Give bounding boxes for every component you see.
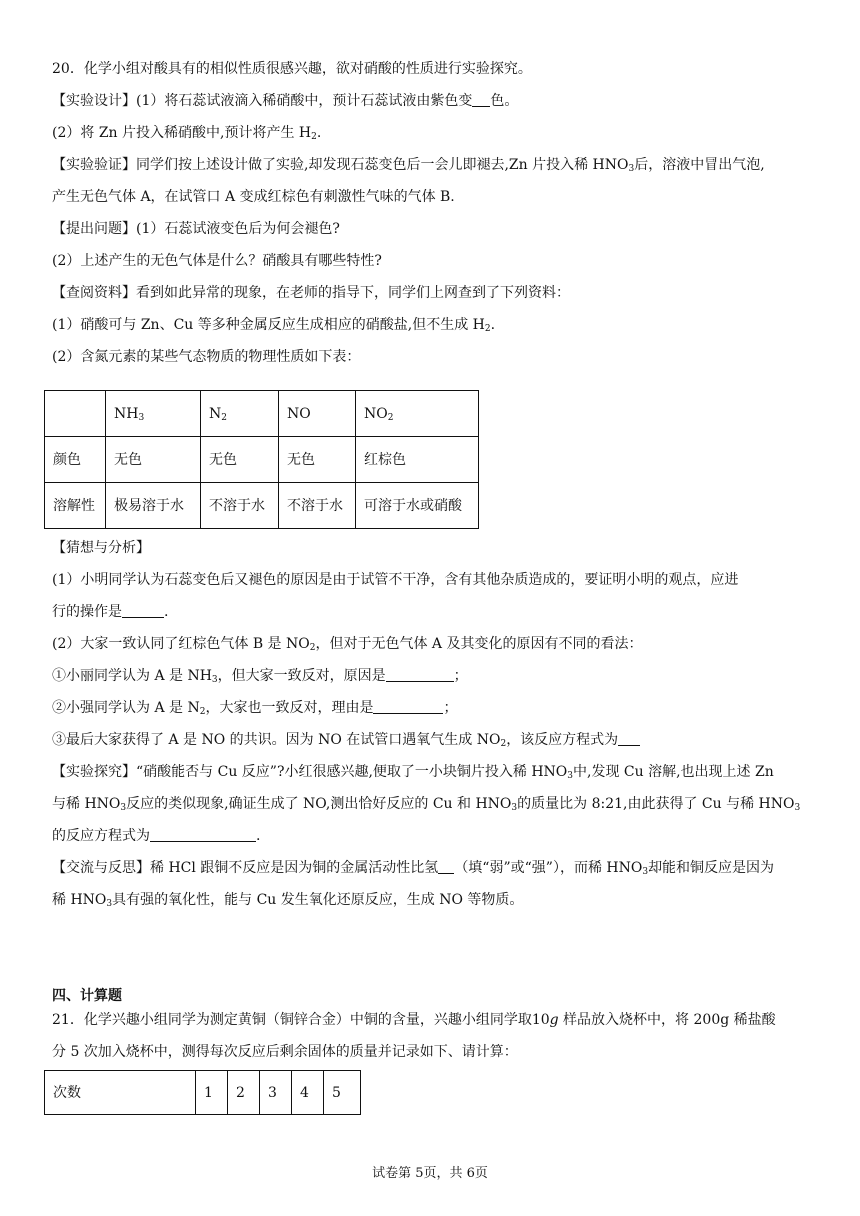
q20-explore-3: 的反应方程式为 .	[52, 828, 261, 844]
table-header-row	[45, 1071, 361, 1115]
table-cell: 3	[260, 1071, 292, 1115]
table-cell: $NO_2$	[356, 391, 479, 437]
q20-reflect-1: 【交流与反思】稀 HCl 跟铜不反应是因为铜的金属活动性比氢 （填“弱”或“强”），而稀 $HNO_3$却能和铜反应是因为	[52, 860, 775, 877]
q20-reflect-2: 稀 $HNO_3$具有强的氧化性，能与 Cu 发生氧化还原反应，生成 NO 等物质。	[52, 892, 524, 909]
q20-explore-1: 【实验探究】“硝酸能否与 Cu 反应”?小红很感兴趣,便取了一小块铜片投入稀 $HNO_3$中,发现 Cu 溶解,也出现上述 Zn	[52, 764, 774, 781]
answer-blank	[122, 603, 164, 618]
q20-design-1: 【实验设计】(1）将石蕊试液滴入稀硝酸中，预计石蕊试液由紫色变 色。	[52, 93, 519, 109]
q20-option-3: ③最后大家获得了 A 是 NO 的共识。因为 NO 在试管口遇氧气生成 $NO_2$，该反应方程式为	[52, 730, 818, 750]
answer-blank	[438, 859, 454, 874]
table-cell: $NH_3$	[106, 391, 201, 437]
table-header-row	[45, 391, 479, 437]
table-cell: 溶解性	[45, 483, 106, 529]
q21-line-1: 21．化学兴趣小组同学为测定黄铜（铜锌合金）中铜的含量，兴趣小组同学取10g 样品放入烧杯中，将 200g 稀盐酸	[52, 1012, 776, 1028]
table-cell: 不溶于水	[279, 483, 356, 529]
explore-tag: 【实验探究】	[52, 764, 136, 780]
table-cell: $N_2$	[201, 391, 279, 437]
table-row	[45, 483, 479, 529]
q20-data-intro: 【查阅资料】看到如此异常的现象，在老师的指导下，同学们上网查到了下列资料：	[52, 285, 570, 301]
q20-explore-2: 与稀 $HNO_3$反应的类似现象,确证生成了 NO,测出恰好反应的 Cu 和 $HNO_3$的质量比为 8:21,由此获得了 Cu 与稀 $HNO_3$	[52, 796, 801, 813]
answer-blank	[618, 731, 640, 746]
q20-intro: 20．化学小组对酸具有的相似性质很感兴趣，欲对硝酸的性质进行实验探究。	[52, 61, 532, 77]
table-cell: 无色	[279, 437, 356, 483]
table-cell: 极易溶于水	[106, 483, 201, 529]
table-cell: 颜色	[45, 437, 106, 483]
table-row	[45, 437, 479, 483]
q20-guess-2: (2）大家一致认同了红棕色气体 B 是 $NO_2$，但对于无色气体 A 及其变化的原因有不同的看法：	[52, 636, 643, 653]
design-tag: 【实验设计】	[52, 93, 136, 109]
trial-table	[44, 1070, 361, 1115]
table-cell: 无色	[201, 437, 279, 483]
verify-tag: 【实验验证】	[52, 157, 136, 173]
page-footer: 试卷第 5页，共 6页	[372, 1166, 488, 1181]
table-cell: NO	[279, 391, 356, 437]
q20-verify-2: 产生无色气体 A，在试管口 A 变成红棕色有刺激性气味的气体 B.	[52, 189, 455, 205]
gas-properties-table	[44, 390, 479, 529]
table-cell: 可溶于水或硝酸	[356, 483, 479, 529]
q20-question-2: (2）上述产生的无色气体是什么？硝酸具有哪些特性?	[52, 253, 382, 269]
table-cell	[45, 391, 106, 437]
q20-question-1: 【提出问题】(1）石蕊试液变色后为何会褪色?	[52, 221, 340, 237]
answer-blank	[472, 92, 490, 107]
q20-data-1: (1）硝酸可与 Zn、Cu 等多种金属反应生成相应的硝酸盐,但不生成 $H_2$.	[52, 317, 496, 334]
table-cell: 无色	[106, 437, 201, 483]
question-tag: 【提出问题】	[52, 221, 136, 237]
q20-guess-1a: (1）小明同学认为石蕊变色后又褪色的原因是由于试管不干净，含有其他杂质造成的，要证明小明的观点，应进	[52, 572, 739, 588]
table-cell: 红棕色	[356, 437, 479, 483]
q20-guess-1b: 行的操作是 .	[52, 604, 169, 620]
table-cell: 1	[196, 1071, 228, 1115]
table-cell: 2	[228, 1071, 260, 1115]
q20-guess-tag: 【猜想与分析】	[52, 540, 150, 556]
table-cell: 5	[324, 1071, 361, 1115]
answer-blank	[386, 667, 454, 682]
q20-option-2: ②小强同学认为 A 是 $N_2$，大家也一致反对，理由是 ；	[52, 700, 458, 717]
table-cell: 4	[292, 1071, 324, 1115]
section-title: 四、计算题	[52, 988, 122, 1004]
table-cell: 次数	[45, 1071, 196, 1115]
reflect-tag: 【交流与反思】	[52, 860, 150, 876]
data-tag: 【查阅资料】	[52, 285, 136, 301]
q20-data-2: (2）含氮元素的某些气态物质的物理性质如下表：	[52, 349, 361, 365]
q20-verify-1: 【实验验证】同学们按上述设计做了实验,却发现石蕊变色后一会儿即褪去,Zn 片投入稀 $HNO_3$后，溶液中冒出气泡,	[52, 157, 765, 174]
answer-blank	[373, 699, 443, 714]
q21-line-2: 分 5 次加入烧杯中，测得每次反应后剩余固体的质量并记录如下、请计算：	[52, 1044, 518, 1060]
q20-design-2: (2）将 Zn 片投入稀硝酸中,预计将产生 $H_2$.	[52, 125, 322, 142]
q20-option-1: ①小丽同学认为 A 是 $NH_3$，但大家一致反对，原因是 ；	[52, 668, 468, 685]
answer-blank	[150, 827, 256, 842]
table-cell: 不溶于水	[201, 483, 279, 529]
